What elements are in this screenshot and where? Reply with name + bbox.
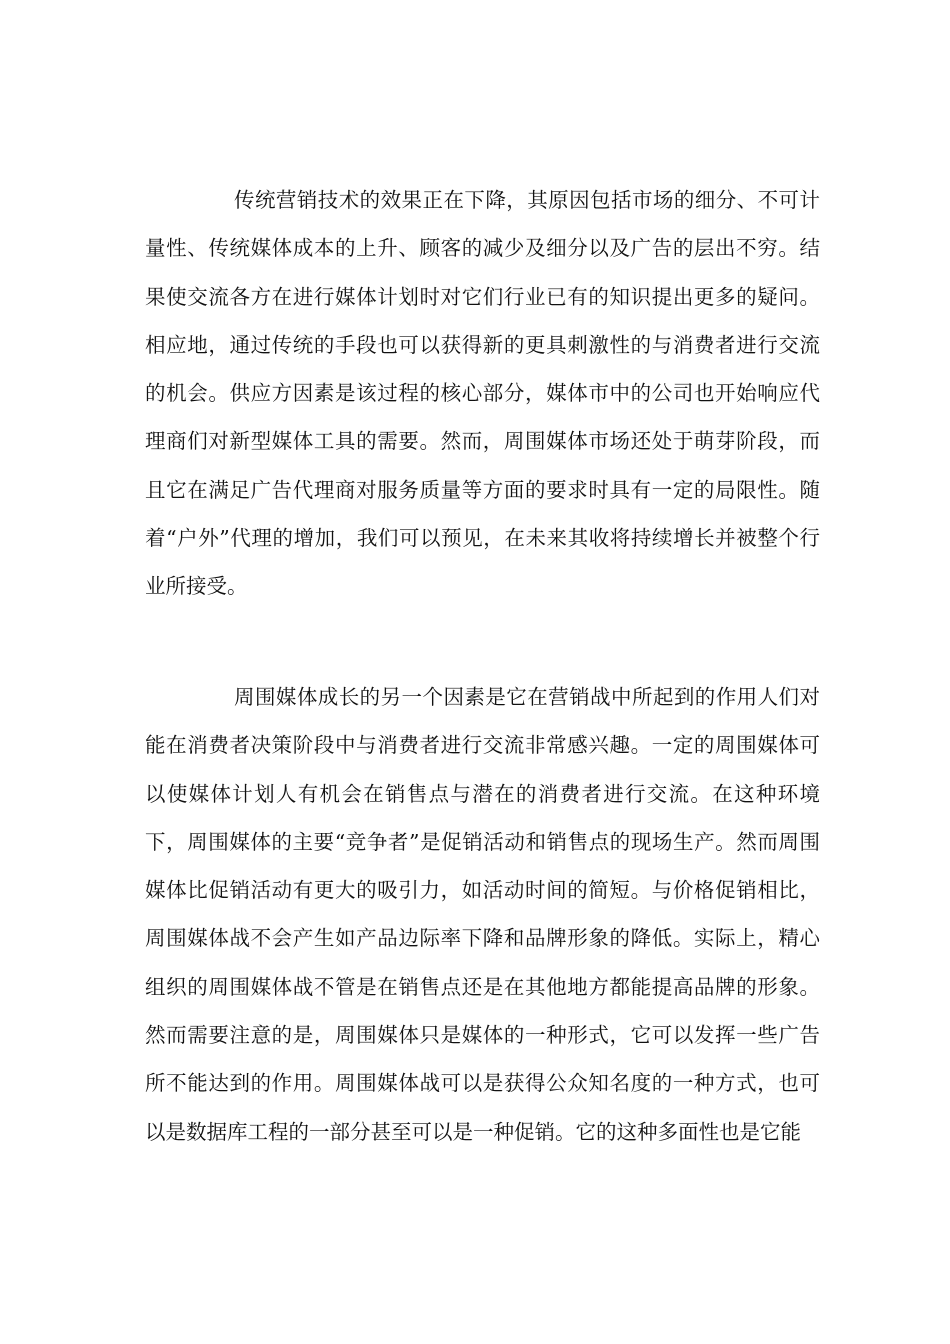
paragraph-1: 传统营销技术的效果正在下降，其原因包括市场的细分、不可计量性、传统媒体成本的上升、顾客的减少及细分以及广告的层出不穷。结果使交流各方在进行媒体计划时对它们行业已有的知识提出更多的疑问。相应地，通过传统的手段也可以获得新的更具刺激性的与消费者进行交流的机会。供应方因素是该过程的核心部分，媒体市中的公司也开始响应代理商们对新型媒体工具的需要。然而，周围媒体市场还处于萌芽阶段，而且它在满足广告代理商对服务质量等方面的要求时具有一定的局限性。随着“户外”代理的增加，我们可以预见，在未来其收将持续增长并被整个行业所接受。 — [145, 188, 820, 599]
paragraph-2: 周围媒体成长的另一个因素是它在营销战中所起到的作用人们对能在消费者决策阶段中与消费者进行交流非常感兴趣。一定的周围媒体可以使媒体计划人有机会在销售点与潜在的消费者进行交流。在这种环境下，周围媒体的主要“竞争者”是促销活动和销售点的现场生产。然而周围媒体比促销活动有更大的吸引力，如活动时间的简短。与价格促销相比，周围媒体战不会产生如产品边际率下降和品牌形象的降低。实际上，精心组织的周围媒体战不管是在销售点还是在其他地方都能提高品牌的形象。然而需要注意的是，周围媒体只是媒体的一种形式，它可以发挥一些广告所不能达到的作用。周围媒体战可以是获得公众知名度的一种方式，也可以是数据库工程的一部分甚至可以是一种促销。它的这种多面性也是它能 — [145, 685, 820, 1144]
